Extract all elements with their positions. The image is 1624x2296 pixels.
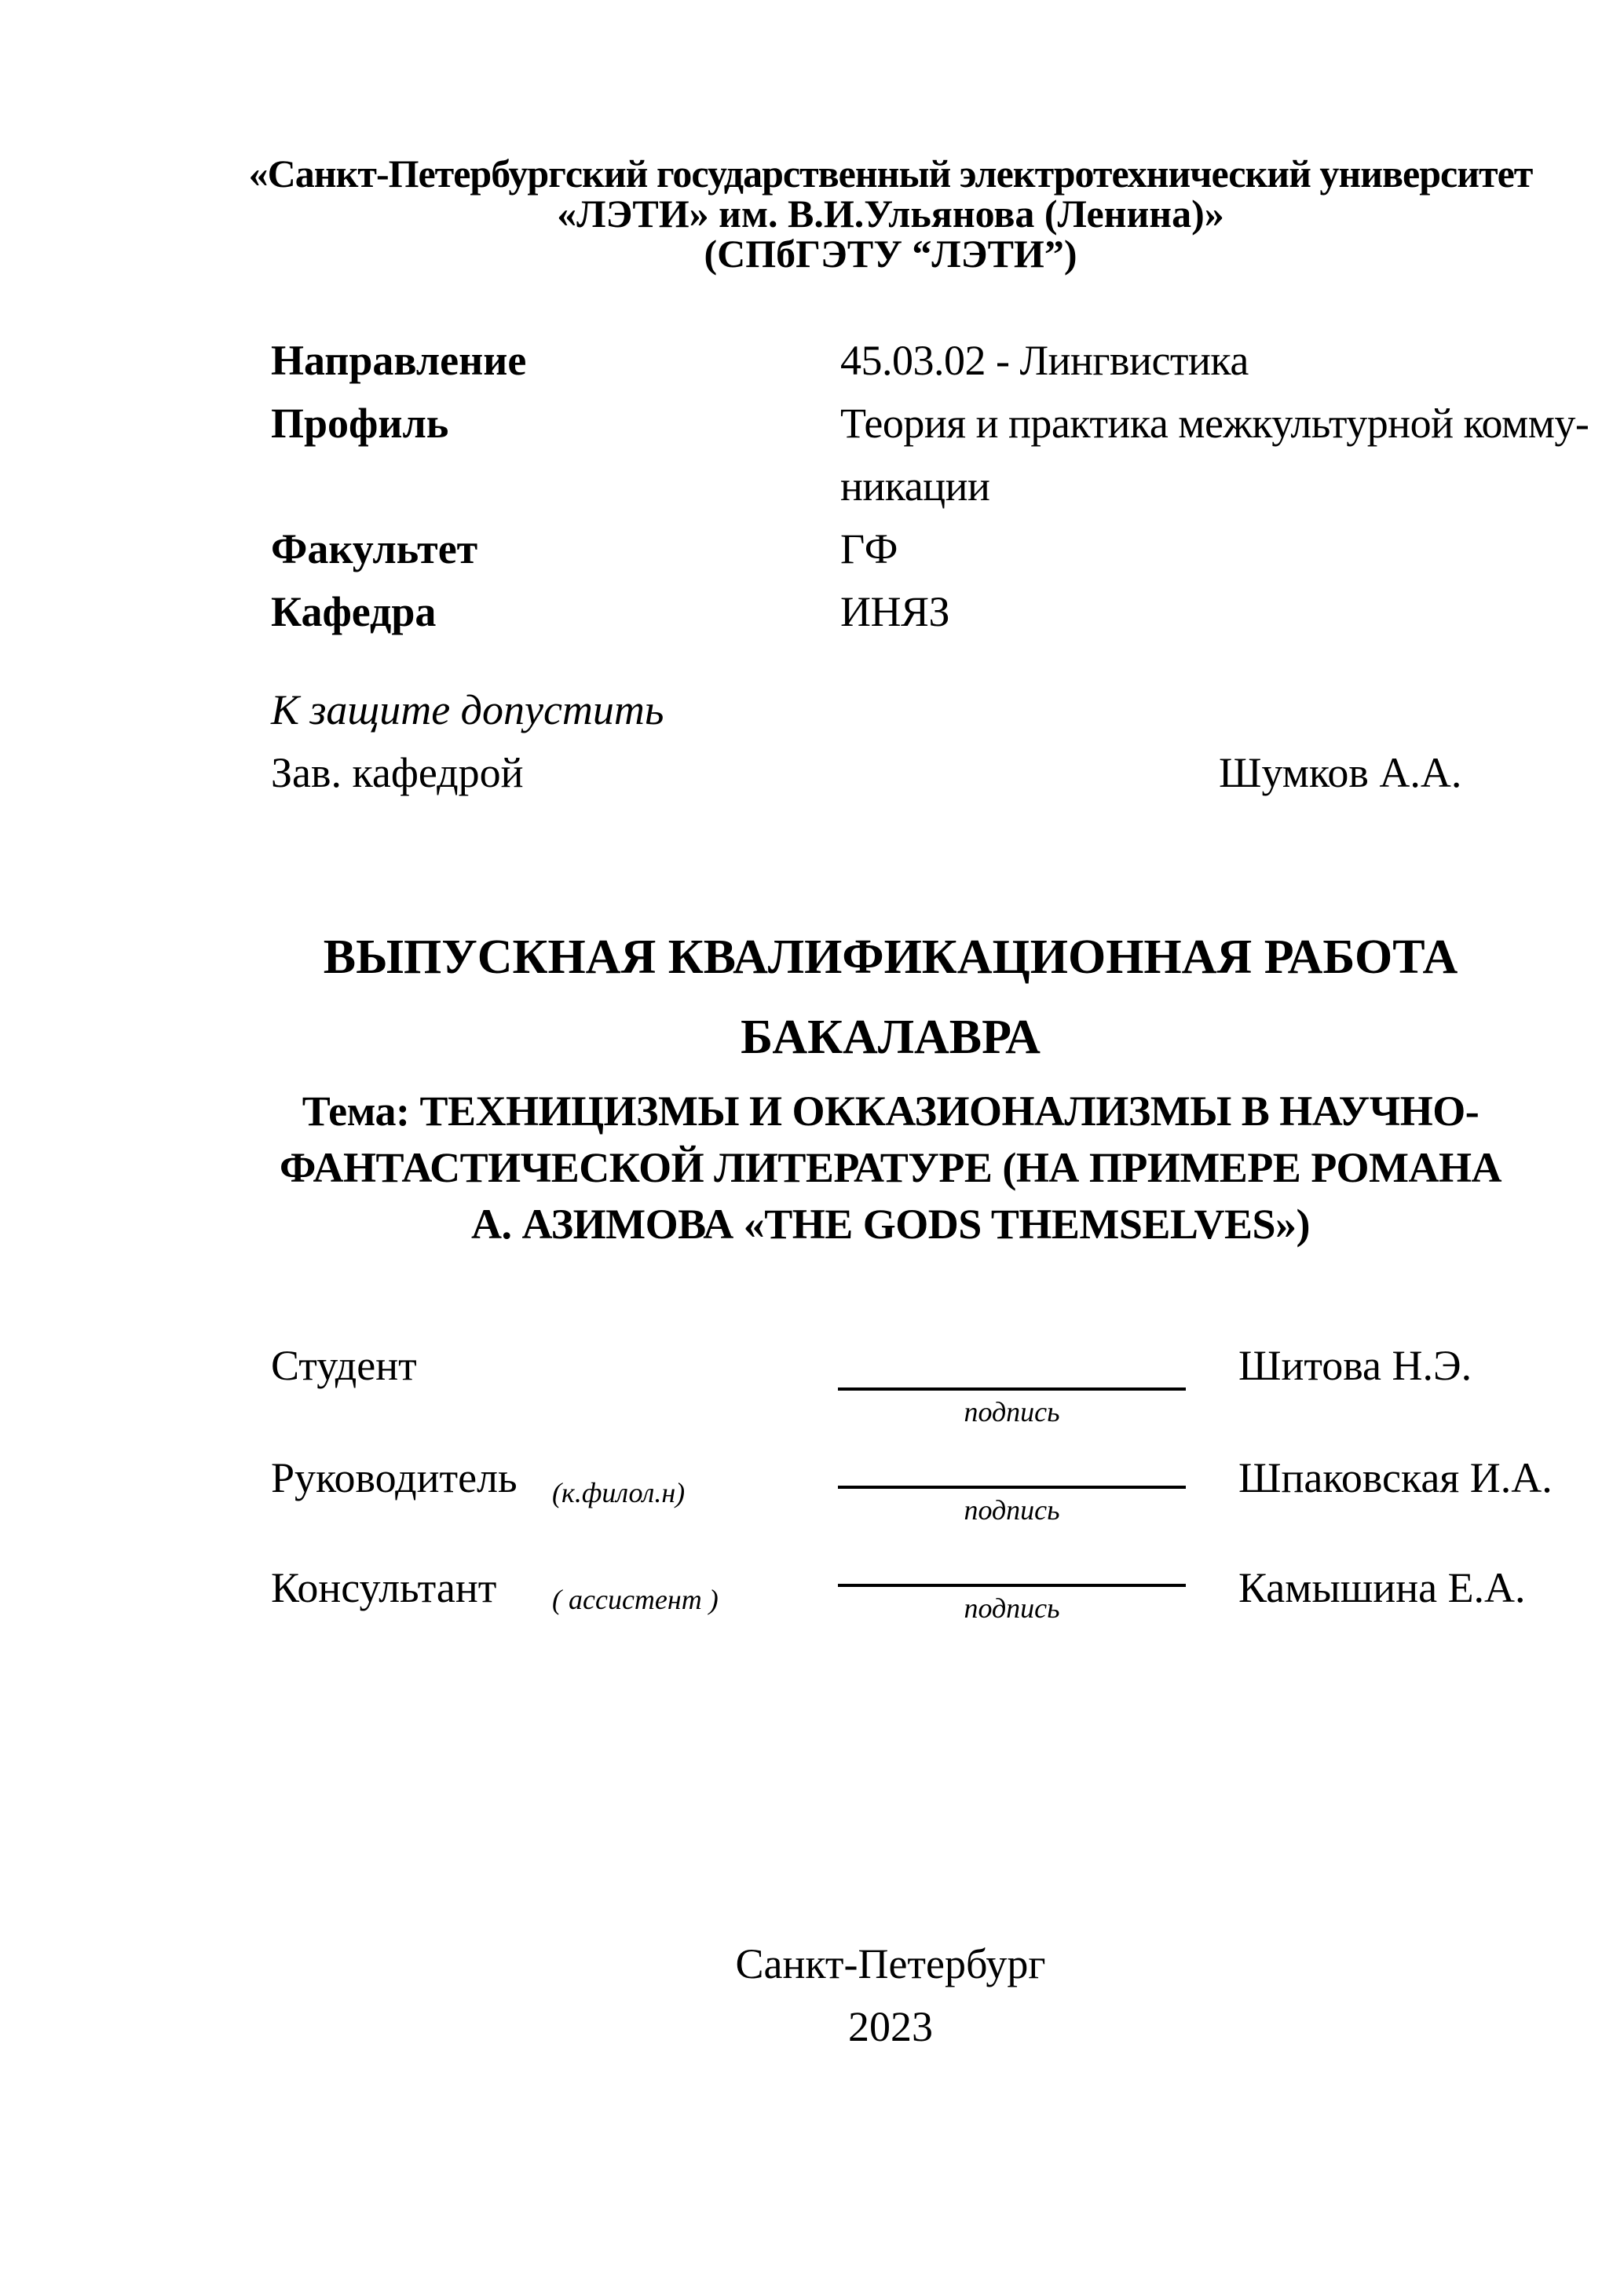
head-of-department-label: Зав. кафедрой [271, 749, 524, 796]
student-role-label: Студент [271, 1342, 417, 1389]
supervisor-role-label: Руководитель [271, 1454, 518, 1501]
university-header [105, 154, 1624, 274]
consultant-signature-line [838, 1584, 1186, 1587]
supervisor-degree: (к.филол.н) [552, 1477, 686, 1508]
university-name-line-3: (СПбГЭТУ “ЛЭТИ”) [704, 232, 1077, 276]
supervisor-signature-line [838, 1486, 1186, 1489]
consultant-signature-caption: подпись [964, 1592, 1060, 1624]
consultant-role-label: Консультант [271, 1564, 497, 1611]
info-fields [271, 329, 1624, 643]
university-name-line-2: «ЛЭТИ» им. В.И.Ульянова (Ленина)» [557, 192, 1224, 236]
head-of-department-name: Шумков А.А. [1219, 749, 1462, 796]
signature-row-student [271, 1335, 1624, 1437]
consultant-name: Камышина Е.А. [1238, 1564, 1526, 1611]
field-direction-value: 45.03.02 - Лингвистика [840, 337, 1249, 384]
student-signature-line [838, 1387, 1186, 1391]
field-profile-value-continuation: никации [840, 462, 990, 510]
field-row-faculty [271, 517, 1624, 580]
field-faculty-label: Факультет [271, 525, 478, 572]
student-name: Шитова Н.Э. [1238, 1342, 1472, 1389]
footer-year: 2023 [848, 2003, 933, 2050]
field-faculty-value: ГФ [840, 525, 898, 572]
footer-city: Санкт-Петербург [735, 1940, 1046, 1987]
field-row-profile-continuation [271, 455, 1624, 517]
signature-row-supervisor [271, 1447, 1624, 1549]
student-signature-caption: подпись [964, 1396, 1060, 1428]
work-title-line-2: БАКАЛАВРА [741, 1011, 1041, 1064]
work-title-line-1: ВЫПУСКНАЯ КВАЛИФИКАЦИОННАЯ РАБОТА [323, 930, 1458, 984]
signature-row-consultant [271, 1557, 1624, 1659]
work-type-title [105, 917, 1624, 1077]
university-name-line-1: «Санкт-Петербургский государственный электротехнический университет [248, 152, 1533, 196]
field-row-department [271, 580, 1624, 643]
thesis-theme-line-3: А. АЗИМОВА «THE GODS THEMSELVES») [471, 1201, 1310, 1248]
admission-phrase: К защите допустить [271, 686, 664, 733]
supervisor-signature-caption: подпись [964, 1494, 1060, 1526]
admission-row [271, 741, 1624, 804]
consultant-position: ( ассистент ) [552, 1584, 719, 1615]
thesis-theme-line-2: ФАНТАСТИЧЕСКОЙ ЛИТЕРАТУРЕ (НА ПРИМЕРЕ РОМАНА [280, 1144, 1501, 1191]
field-row-profile [271, 392, 1624, 455]
field-direction-label: Направление [271, 337, 527, 384]
supervisor-name: Шпаковская И.А. [1238, 1454, 1553, 1501]
footer [105, 1932, 1624, 2058]
field-department-value: ИНЯЗ [840, 588, 950, 635]
field-profile-label: Профиль [271, 400, 449, 447]
thesis-theme-line-1: Тема: ТЕХНИЦИЗМЫ И ОККАЗИОНАЛИЗМЫ В НАУЧНО- [302, 1088, 1480, 1135]
field-row-direction [271, 329, 1624, 392]
field-profile-value: Теория и практика межкультурной комму- [840, 400, 1589, 447]
field-department-label: Кафедра [271, 588, 437, 635]
admission-block [271, 678, 1624, 804]
thesis-theme [105, 1083, 1624, 1252]
